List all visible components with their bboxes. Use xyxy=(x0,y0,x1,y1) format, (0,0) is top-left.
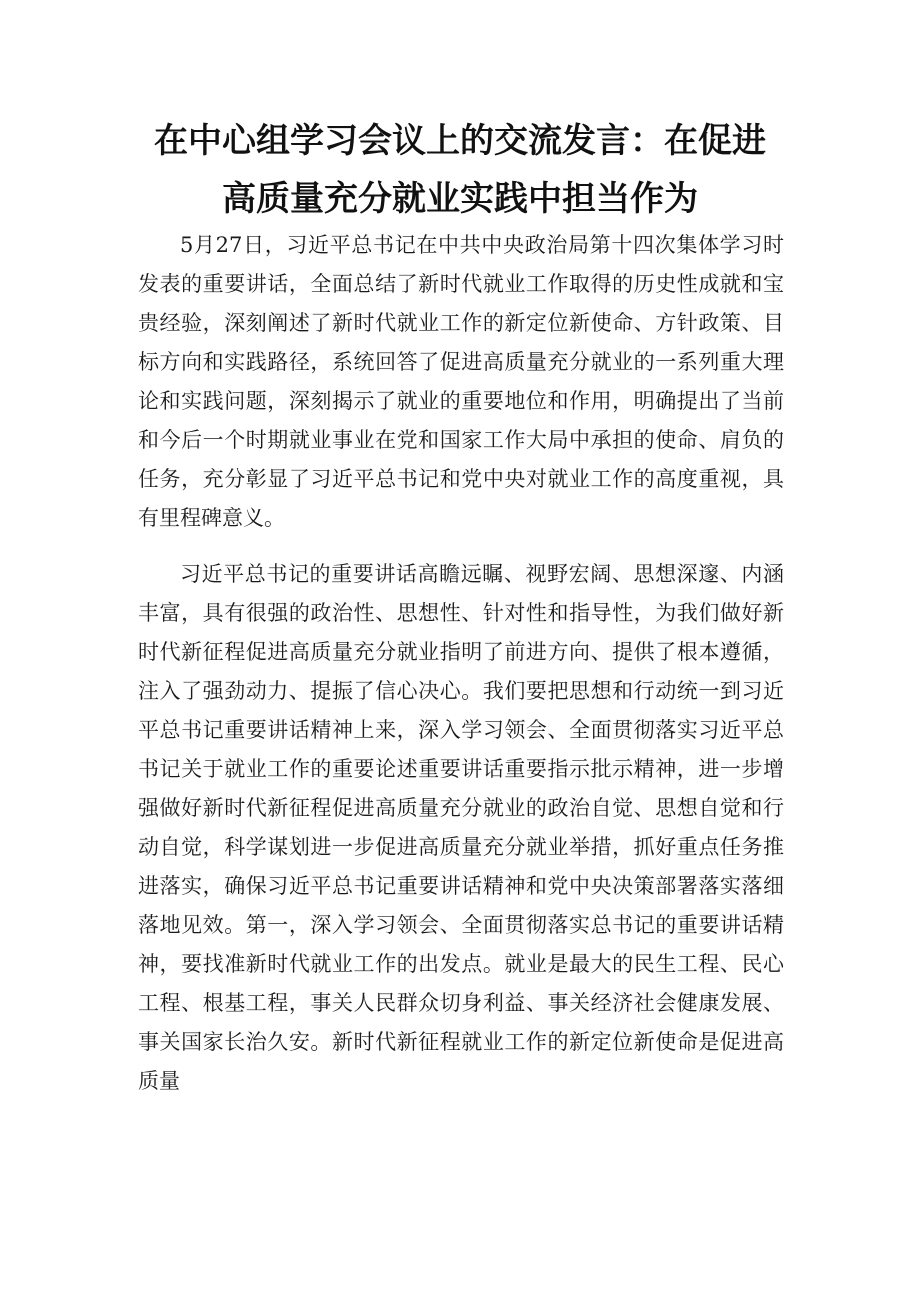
paragraph-2: 习近平总书记的重要讲话高瞻远瞩、视野宏阔、思想深邃、内涵丰富，具有很强的政治性、思想性、针对性和指导性，为我们做好新时代新征程促进高质量充分就业指明了前进方向、提供了根本遵循，注入了强劲动力、提振了信心决心。我们要把思想和行动统一到习近平总书记重要讲话精神上来，深入学习领会、全面贯彻落实习近平总书记关于就业工作的重要论述重要讲话重要指示批示精神，进一步增强做好新时代新征程促进高质量充分就业的政治自觉、思想自觉和行动自觉，科学谋划进一步促进高质量充分就业举措，抓好重点任务推进落实，确保习近平总书记重要讲话精神和党中央决策部署落实落细落地见效。第一，深入学习领会、全面贯彻落实总书记的重要讲话精神，要找准新时代就业工作的出发点。就业是最大的民生工程、民心工程、根基工程，事关人民群众切身利益、事关经济社会健康发展、事关国家长治久安。新时代新征程就业工作的新定位新使命是促进高质量 xyxy=(138,562,784,1093)
document-body xyxy=(138,226,784,1101)
title-line-2: 高质量充分就业实践中担当作为 xyxy=(222,179,698,219)
paragraph-1: 5月27日，习近平总书记在中共中央政治局第十四次集体学习时发表的重要讲话，全面总结了新时代就业工作取得的历史性成就和宝贵经验，深刻阐述了新时代就业工作的新定位新使命、方针政策、目标方向和实践路径，系统回答了促进高质量充分就业的一系列重大理论和实践问题，深刻揭示了就业的重要地位和作用，明确提出了当前和今后一个时期就业事业在党和国家工作大局中承担的使命、肩负的任务，充分彰显了习近平总书记和党中央对就业工作的高度重视，具有里程碑意义。 xyxy=(138,233,784,530)
document-title xyxy=(100,112,820,228)
title-line-1: 在中心组学习会议上的交流发言：在促进 xyxy=(154,121,766,161)
